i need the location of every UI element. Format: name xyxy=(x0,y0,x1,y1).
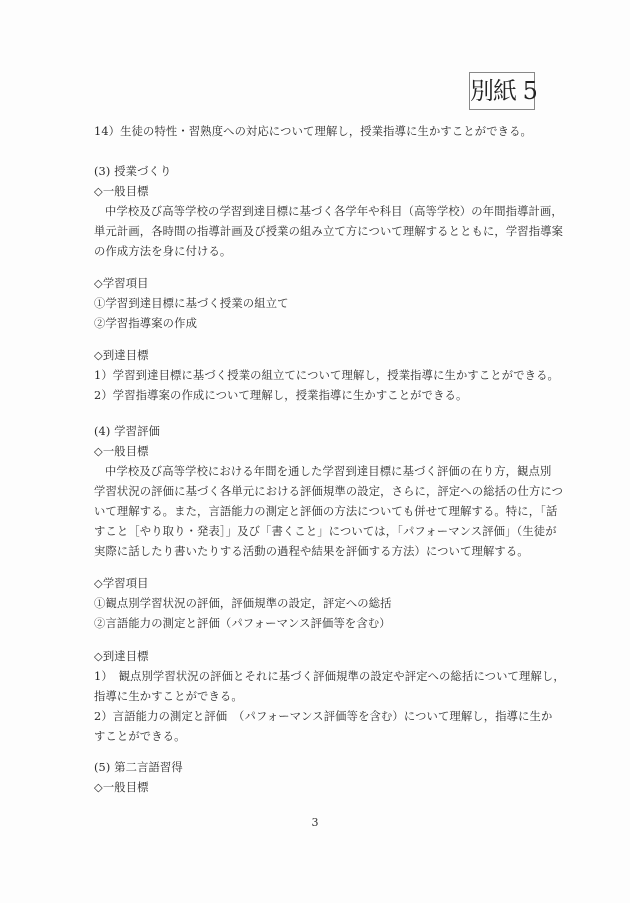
subheading-learning-items: ◇学習項目 xyxy=(94,577,149,590)
attainment-goal-item: 2）言語能力の測定と評価 （パフォーマンス評価等を含む）について理解し，指導に生か xyxy=(94,710,553,723)
attainment-goal-item: 1） 観点別学習状況の評価とそれに基づく評価規準の設定や評定への総括について理解し， xyxy=(94,670,565,683)
subheading-general-goal: ◇一般目標 xyxy=(94,781,149,794)
section-heading-assessment: (4) 学習評価 xyxy=(94,425,160,438)
paragraph-line: 学習状況の評価に基づく各単元における評価規準の設定，さらに，評定への総括の仕方につ xyxy=(94,485,564,498)
paragraph-line: の作成方法を身に付ける。 xyxy=(94,245,232,258)
goal-item-14: 14）生徒の特性・習熟度への対応について理解し，授業指導に生かすことができる。 xyxy=(94,125,532,138)
attainment-goal-item-continued: 指導に生かすことができる。 xyxy=(94,690,243,703)
subheading-general-goal: ◇一般目標 xyxy=(94,185,149,198)
paragraph-line: すこと［やり取り・発表］」及び「書くこと」については，「パフォーマンス評価」（生徒が xyxy=(94,525,557,538)
subheading-general-goal: ◇一般目標 xyxy=(94,445,149,458)
subheading-attainment-goals: ◇到達目標 xyxy=(94,650,149,663)
section-heading-lesson-design: (3) 授業づくり xyxy=(94,165,172,178)
learning-item: ②言語能力の測定と評価（パフォーマンス評価等を含む） xyxy=(94,617,391,630)
paragraph-line: いて理解する。また，言語能力の測定と評価の方法についても併せて理解する。特に，「話 xyxy=(94,505,558,518)
subheading-attainment-goals: ◇到達目標 xyxy=(94,349,149,362)
paragraph-line: 中学校及び高等学校の学習到達目標に基づく各学年や科目（高等学校）の年間指導計画， xyxy=(105,205,563,218)
section-heading-sla: (5) 第二言語習得 xyxy=(94,761,183,774)
attachment-label-box: 別紙 5 xyxy=(469,72,535,110)
subheading-learning-items: ◇学習項目 xyxy=(94,277,149,290)
attainment-goal-item: 1）学習到達目標に基づく授業の組立てについて理解し，授業指導に生かすことができる。 xyxy=(94,369,559,382)
learning-item: ①学習到達目標に基づく授業の組立て xyxy=(94,297,289,310)
paragraph-line: 実際に話したり書いたりする活動の過程や結果を評価する方法）について理解する。 xyxy=(94,545,529,558)
page-number: 3 xyxy=(311,816,319,829)
paragraph-line: 単元計画，各時間の指導計画及び授業の組み立て方について理解するとともに，学習指導案 xyxy=(94,225,564,238)
learning-item: ①観点別学習状況の評価，評価規準の設定，評定への総括 xyxy=(94,597,392,610)
attainment-goal-item: 2）学習指導案の作成について理解し，授業指導に生かすことができる。 xyxy=(94,389,468,402)
attainment-goal-item-continued: すことができる。 xyxy=(94,730,186,743)
paragraph-line: 中学校及び高等学校における年間を通した学習到達目標に基づく評価の在り方，観点別 xyxy=(105,465,552,478)
learning-item: ②学習指導案の作成 xyxy=(94,317,198,330)
